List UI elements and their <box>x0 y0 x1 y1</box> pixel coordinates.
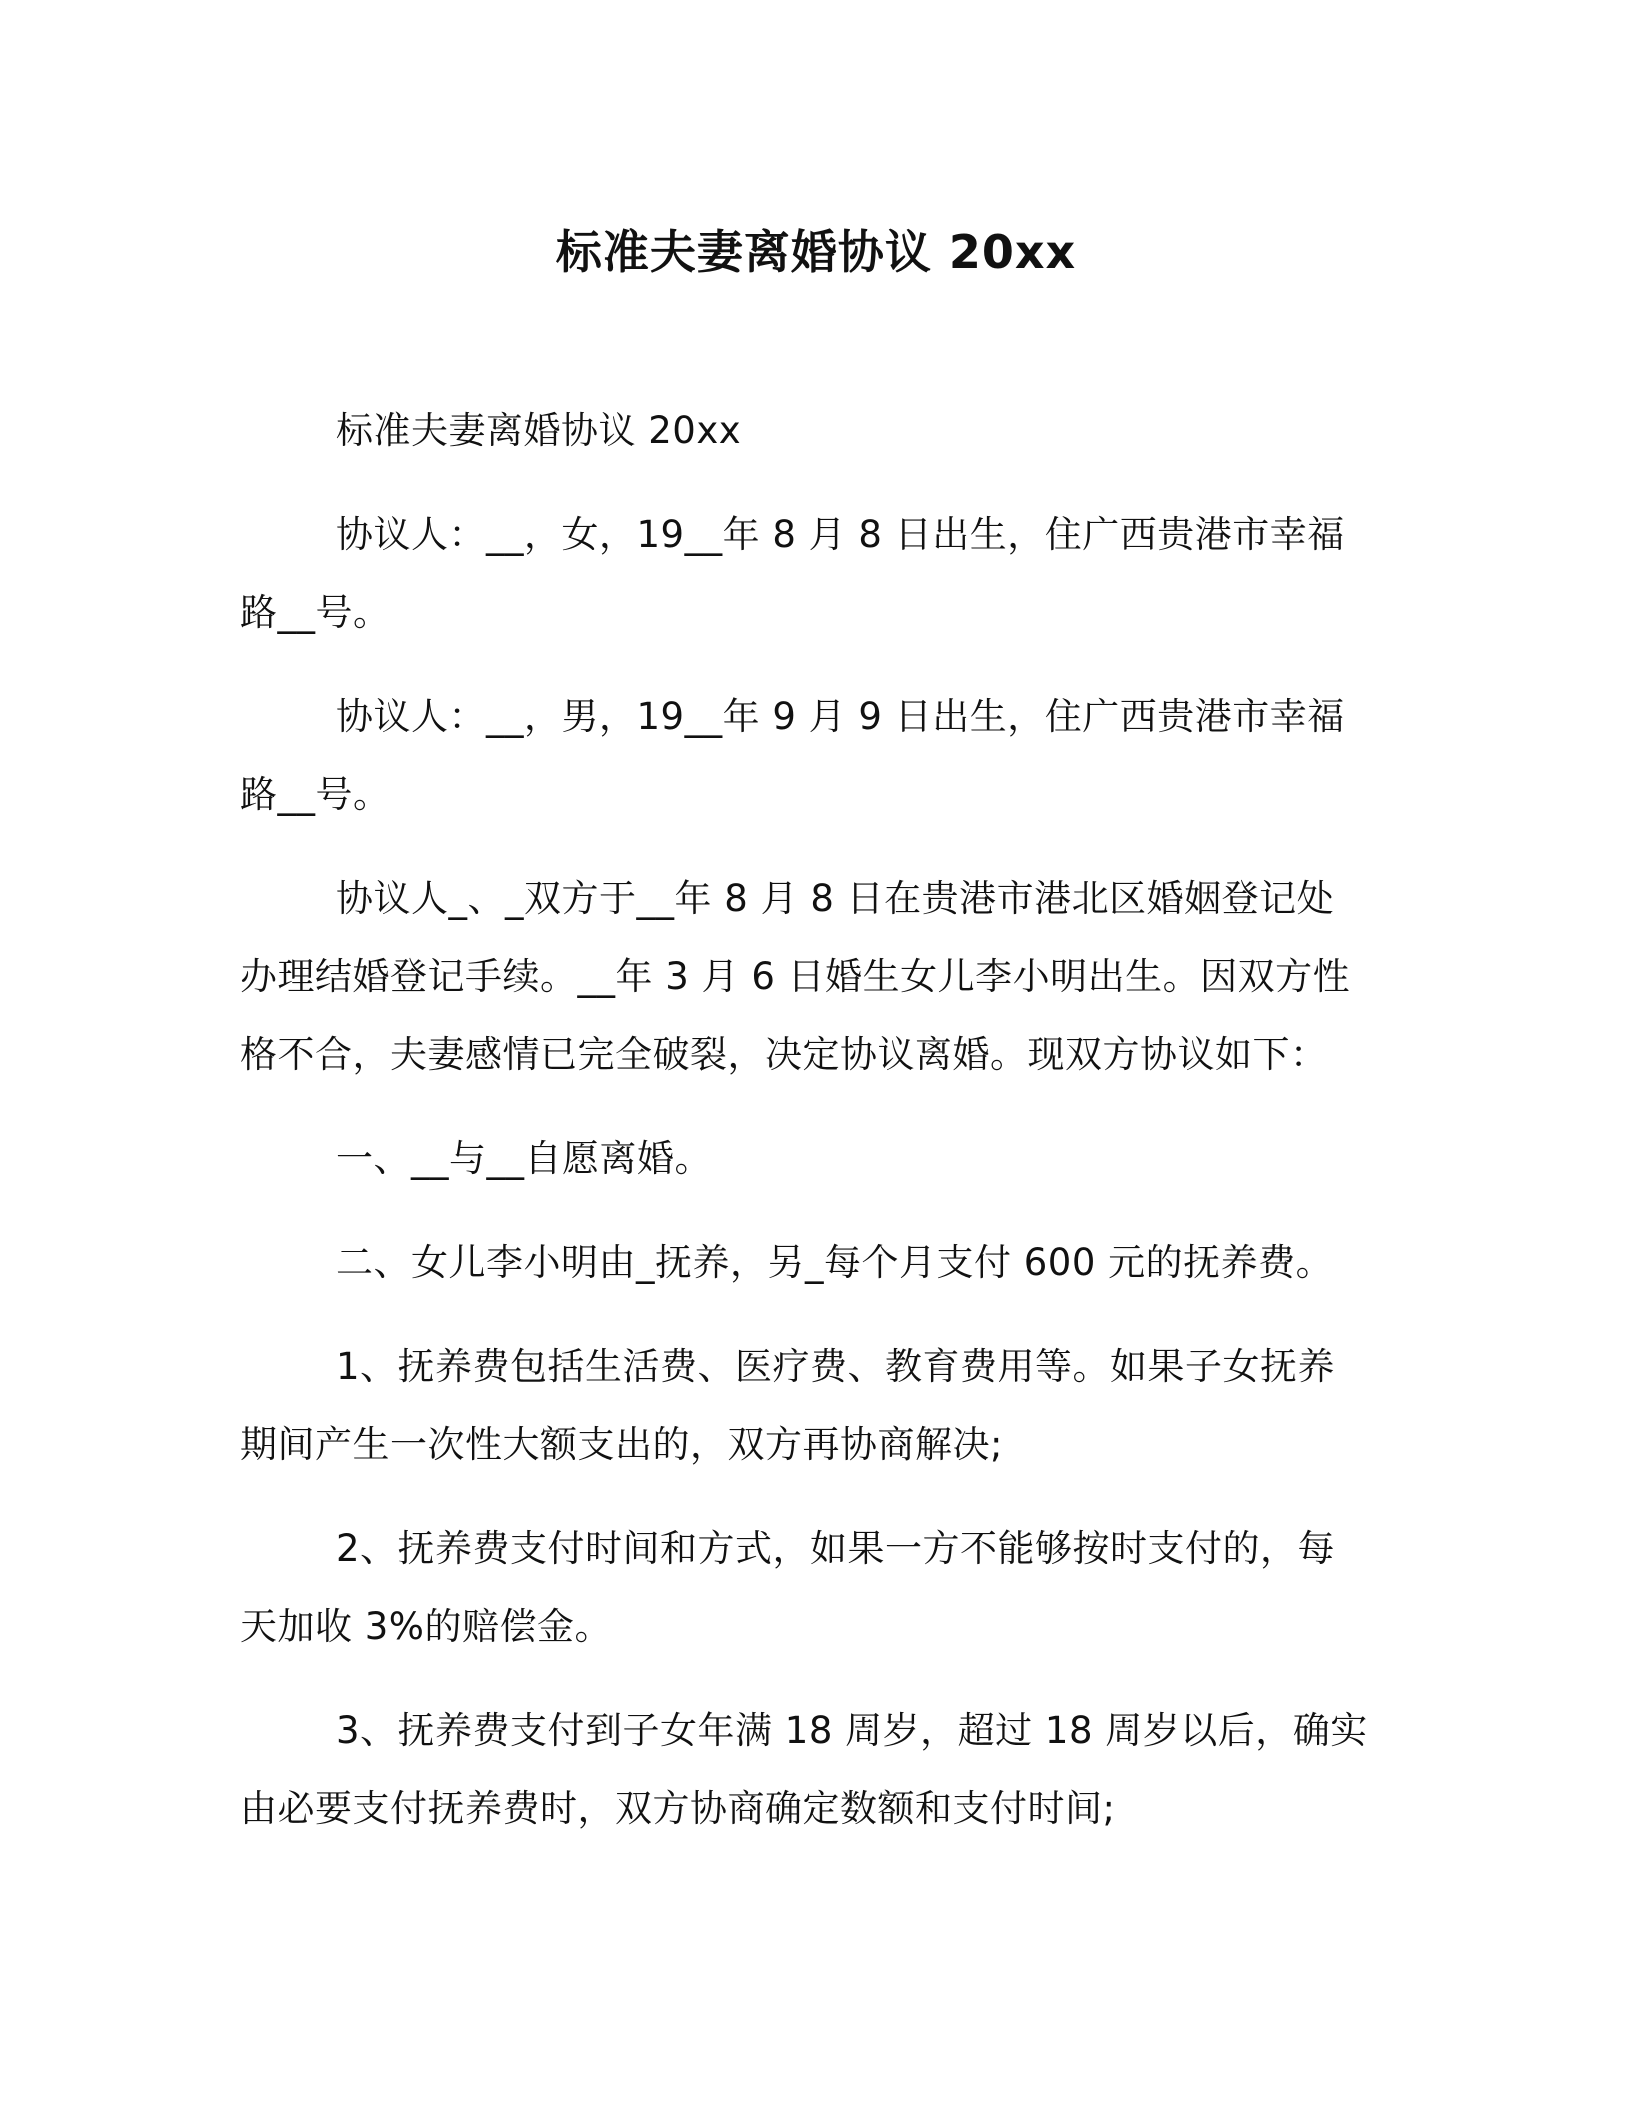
paragraph-background: 协议人_、_双方于__年 8 月 8 日在贵港市港北区婚姻登记处办理结婚登记手续。__年 3 月 6 日婚生女儿李小明出生。因双方性格不合，夫妻感情已完全破裂，决定协议离婚。现双方协议如下： <box>240 877 1351 1076</box>
paragraph-party-female: 协议人：__，女，19__年 8 月 8 日出生，住广西贵港市幸福路__号。 <box>240 513 1345 634</box>
paragraph-subclause-3: 3、抚养费支付到子女年满 18 周岁，超过 18 周岁以后，确实由必要支付抚养费时，双方协商确定数额和支付时间; <box>240 1709 1368 1830</box>
paragraph-clause-2: 二、女儿李小明由_抚养，另_每个月支付 600 元的抚养费。 <box>336 1241 1334 1284</box>
document-title: 标准夫妻离婚协议 20xx <box>555 225 1077 279</box>
paragraph-clause-1: 一、__与__自愿离婚。 <box>336 1137 712 1180</box>
paragraph-subclause-2: 2、抚养费支付时间和方式，如果一方不能够按时支付的，每天加收 3%的赔偿金。 <box>240 1527 1336 1648</box>
paragraph-party-male: 协议人：__，男，19__年 9 月 9 日出生，住广西贵港市幸福路__号。 <box>240 695 1345 816</box>
paragraph-heading-repeat: 标准夫妻离婚协议 20xx <box>336 409 742 452</box>
paragraph-subclause-1: 1、抚养费包括生活费、医疗费、教育费用等。如果子女抚养期间产生一次性大额支出的，双方再协商解决; <box>240 1345 1336 1466</box>
document-body <box>240 392 1370 1874</box>
